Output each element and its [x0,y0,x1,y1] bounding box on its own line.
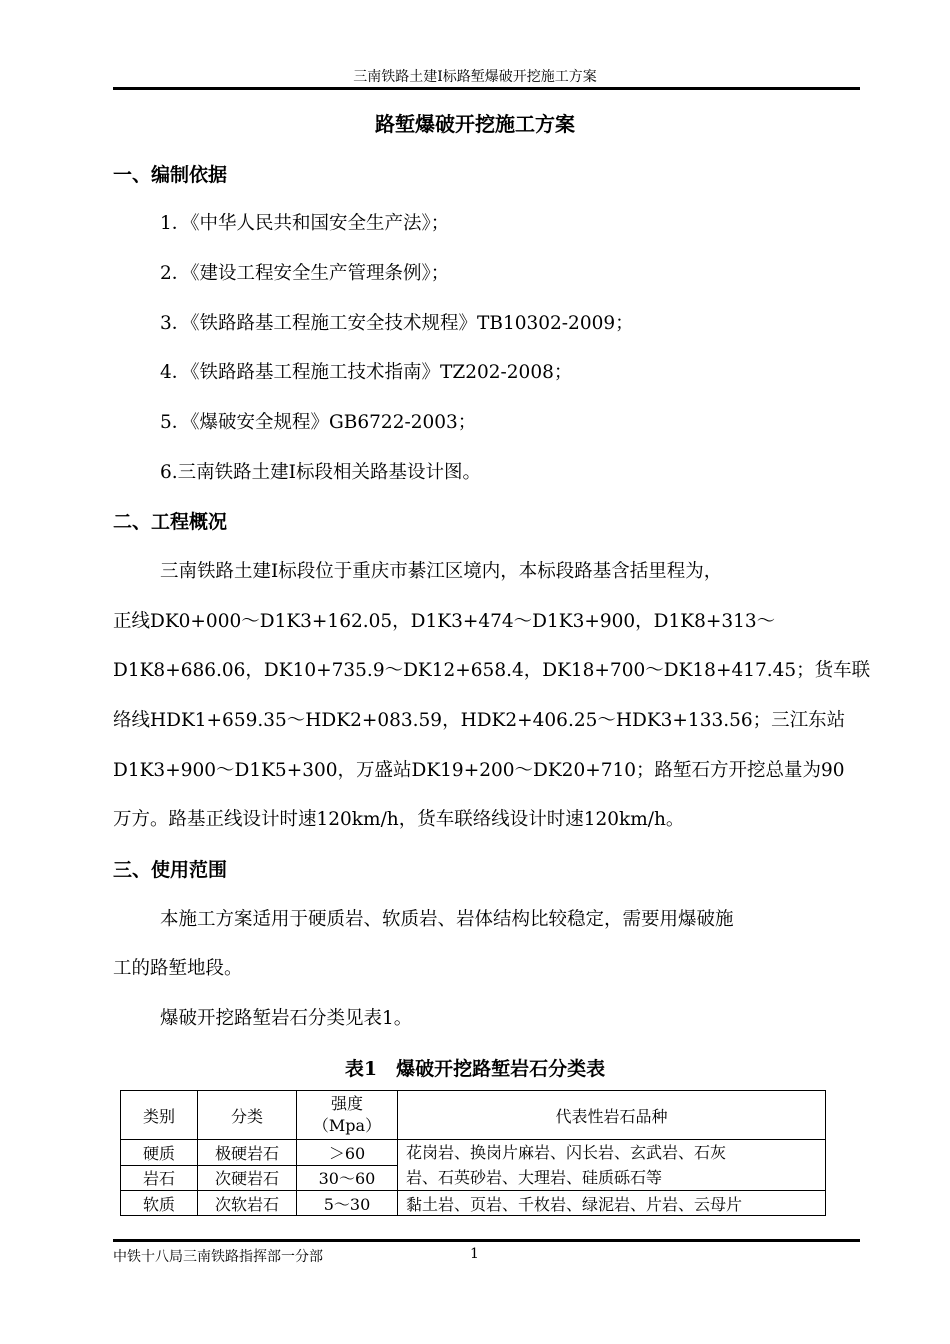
strength-cell: 30～60 [297,1165,398,1191]
overview-line: D1K8+686.06，DK10+735.9～DK12+658.4，DK18+700～DK18+417.45；货车联 [113,660,871,681]
category-cell: 软质 [121,1191,198,1216]
overview-line: D1K3+900～D1K5+300，万盛站DK19+200～DK20+710；路堑石方开挖总量为90 [113,760,845,781]
rocks-cell [398,1140,826,1191]
header-cell: 类别 [121,1091,198,1140]
section-heading-3: 三、使用范围 [113,859,228,881]
header-cell: 分类 [198,1091,297,1140]
header-cell [297,1091,398,1140]
rocks-line: 花岗岩、换岗片麻岩、闪长岩、玄武岩、石灰 [406,1143,727,1162]
overview-line: 络线HDK1+659.35～HDK2+083.59，HDK2+406.25～HDK3+133.56；三江东站 [113,710,846,731]
reference-item: 1．《中华人民共和国安全生产法》； [160,213,450,234]
header-unit: （Mpa） [312,1116,382,1135]
reference-item: 5．《爆破安全规程》GB6722-2003； [160,412,477,433]
page-number: 1 [470,1246,479,1262]
category-cell: 岩石 [121,1165,198,1191]
header-cell: 代表性岩石品种 [398,1091,826,1140]
header-rule [113,87,860,90]
reference-item: 3．《铁路路基工程施工安全技术规程》TB10302-2009； [160,313,634,334]
class-cell: 次软岩石 [198,1191,297,1216]
footer-organization: 中铁十八局三南铁路指挥部一分部 [113,1249,323,1265]
table-row [121,1140,826,1166]
header-strength: 强度 [330,1094,363,1113]
rock-classification-table [120,1090,826,1216]
scope-line: 本施工方案适用于硬质岩、软质岩、岩体结构比较稳定，需要用爆破施 [160,909,734,930]
class-cell: 极硬岩石 [198,1140,297,1166]
running-header: 三南铁路土建Ⅰ标路堑爆破开挖施工方案 [353,70,597,85]
strength-cell: ＞60 [297,1140,398,1166]
section-heading-1: 一、编制依据 [113,164,228,186]
table-caption: 表1 爆破开挖路堑岩石分类表 [344,1058,606,1080]
scope-line: 爆破开挖路堑岩石分类见表1。 [160,1008,413,1029]
document-title: 路堑爆破开挖施工方案 [375,112,575,136]
table-header-row [121,1091,826,1140]
category-cell: 硬质 [121,1140,198,1166]
reference-item: 4．《铁路路基工程施工技术指南》TZ202-2008； [160,362,573,383]
reference-item: 2．《建设工程安全生产管理条例》； [160,263,450,284]
class-cell: 次硬岩石 [198,1165,297,1191]
rocks-cell: 黏土岩、页岩、千枚岩、绿泥岩、片岩、云母片 [398,1191,826,1216]
table-row [121,1191,826,1216]
overview-line: 三南铁路土建Ⅰ标段位于重庆市綦江区境内，本标段路基含括里程为， [160,561,723,582]
footer-rule [113,1239,860,1242]
rocks-line: 岩、石英砂岩、大理岩、硅质砾石等 [406,1168,663,1187]
overview-line: 万方。路基正线设计时速120km/h，货车联络线设计时速120km/h。 [113,809,685,830]
reference-item: 6.三南铁路土建Ⅰ标段相关路基设计图。 [160,462,481,483]
scope-line: 工的路堑地段。 [113,958,243,979]
strength-cell: 5～30 [297,1191,398,1216]
section-heading-2: 二、工程概况 [113,511,228,533]
overview-line: 正线DK0+000～D1K3+162.05，D1K3+474～D1K3+900，D1K8+313～ [113,611,776,632]
